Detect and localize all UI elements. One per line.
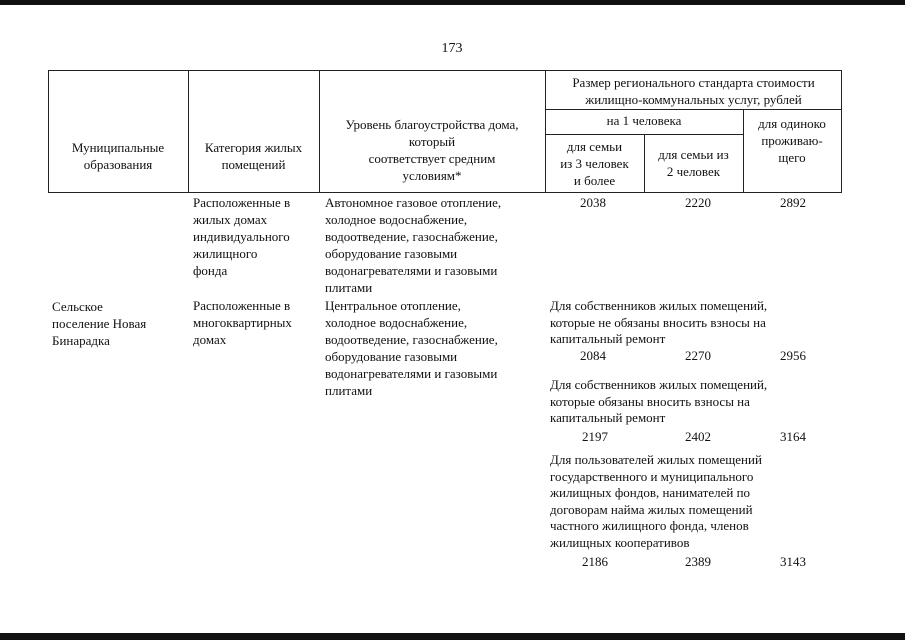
row2-category: Расположенные в многоквартирных домах	[193, 298, 292, 347]
group2-value-family2: 2402	[685, 429, 711, 444]
header-bottom-border	[48, 192, 842, 193]
row1-category: Расположенные в жилых домах индивидуального жилищного фонда	[193, 195, 291, 278]
header-standard-size: Размер регионального стандарта стоимости жилищно-коммунальных услуг, рублей	[572, 75, 815, 107]
header-per-person: на 1 человека	[606, 113, 682, 128]
group2-value-single: 3164	[780, 429, 806, 444]
row1-value-family2: 2220	[685, 195, 711, 210]
page-number: 173	[441, 41, 463, 56]
group1-label: Для собственников жилых помещений, которые не обязаны вносить взносы на капитальный ремонт	[550, 298, 768, 346]
group1-value-family3: 2084	[580, 348, 606, 363]
row1-level: Автономное газовое отопление, холодное водоснабжение, водоотведение, газоснабжение, оборудование газовыми водонагревателями и газовыми плитами	[325, 195, 502, 295]
group2-label: Для собственников жилых помещений, которые обязаны вносить взносы на капитальный ремонт	[550, 377, 768, 425]
table-top-border	[48, 70, 842, 71]
header-municipality: Муниципальные образования	[71, 140, 165, 172]
row2-level: Центральное отопление, холодное водоснабжение, водоотведение, газоснабжение, оборудование газовыми водонагревателями и газовыми плитами	[325, 298, 498, 398]
group3-value-single: 3143	[780, 554, 806, 569]
header-vline-left	[48, 70, 49, 193]
group1-value-family2: 2270	[685, 348, 711, 363]
group2-value-family3: 2197	[582, 429, 608, 444]
row1-value-single: 2892	[780, 195, 806, 210]
header-single: для одиноко проживаю- щего	[758, 116, 826, 165]
header-level: Уровень благоустройства дома, который соответствует средним условиям*	[345, 117, 519, 183]
group3-value-family2: 2389	[685, 554, 711, 569]
municipality-name: Сельское поселение Новая Бинарадка	[52, 299, 147, 348]
header-family-2: для семьи из 2 человек	[658, 147, 729, 179]
header-family-3: для семьи из 3 человек и более	[560, 139, 629, 188]
header-divider-group	[545, 109, 842, 110]
group3-label: Для пользователей жилых помещений государственного и муниципального жилищных фондов, нанимателей по договорам найма жилых помещений частного жилищного фонда, членов жилищных кооперативов	[550, 452, 762, 550]
row1-value-family3: 2038	[580, 195, 606, 210]
header-category: Категория жилых помещений	[204, 140, 303, 172]
header-vline-1	[188, 70, 189, 193]
group3-value-family3: 2186	[582, 554, 608, 569]
group1-value-single: 2956	[780, 348, 806, 363]
scan-border-top	[0, 0, 905, 5]
scan-border-bottom	[0, 633, 905, 640]
